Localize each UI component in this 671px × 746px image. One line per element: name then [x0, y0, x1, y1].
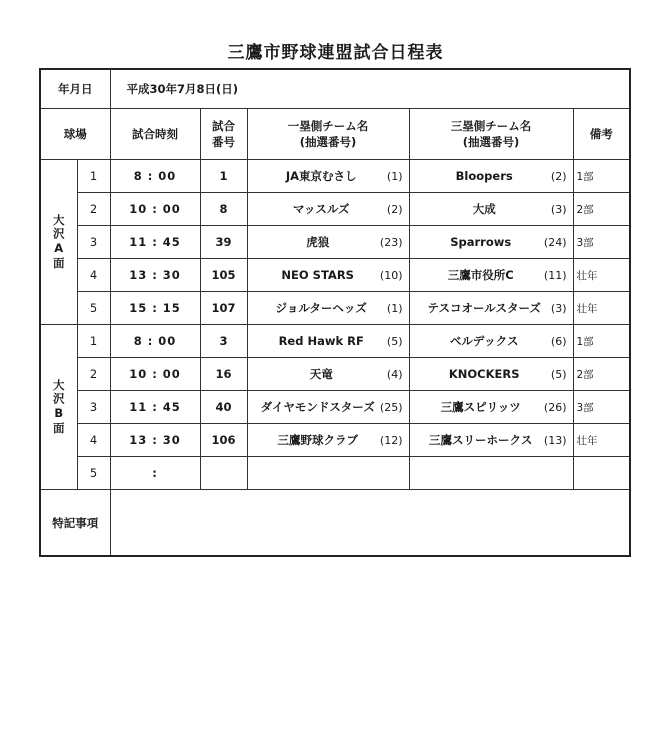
game-time: 13 : 30 — [110, 259, 200, 292]
game-row — [40, 358, 630, 391]
first-base-draw-number: (12) — [379, 433, 403, 447]
third-base-team-cell — [409, 193, 573, 226]
first-base-draw-number: (4) — [386, 367, 403, 381]
first-base-header-line2: (抽選番号) — [299, 135, 357, 149]
first-base-team-cell — [247, 325, 409, 358]
third-base-team: 大成 — [472, 202, 496, 216]
third-base-draw-number: (26) — [543, 400, 567, 414]
third-base-team: Sparrows — [450, 235, 512, 249]
game-row — [40, 325, 630, 358]
notes-header: 備考 — [573, 109, 630, 160]
special-notes-value — [110, 490, 630, 557]
time-header: 試合時刻 — [110, 109, 200, 160]
third-base-header-line2: (抽選番号) — [462, 135, 520, 149]
first-base-draw-number: (1) — [386, 169, 403, 183]
third-base-team-cell — [409, 226, 573, 259]
third-base-draw-number: (11) — [543, 268, 567, 282]
third-base-team: KNOCKERS — [448, 367, 520, 381]
third-base-team-cell — [409, 325, 573, 358]
game-note: 1部 — [573, 325, 630, 358]
game-time: 10 : 00 — [110, 358, 200, 391]
game-time: 10 : 00 — [110, 193, 200, 226]
game-seq: 4 — [77, 424, 110, 457]
first-base-team-cell — [247, 292, 409, 325]
special-notes-label: 特記事項 — [40, 490, 110, 557]
first-base-team-cell — [247, 391, 409, 424]
game-number: 16 — [200, 358, 247, 391]
third-base-draw-number: (6) — [550, 334, 567, 348]
game-seq: 3 — [77, 226, 110, 259]
first-base-team-cell — [247, 424, 409, 457]
special-notes-row — [40, 490, 630, 557]
header-row — [40, 109, 630, 160]
game-note: 壮年 — [573, 259, 630, 292]
third-base-team-cell — [409, 457, 573, 490]
first-base-draw-number: (10) — [379, 268, 403, 282]
venue-name: 大沢B面 — [51, 378, 66, 436]
first-base-team: ダイヤモンドスターズ — [260, 400, 375, 414]
game-time: 11 : 45 — [110, 391, 200, 424]
first-base-draw-number: (23) — [379, 235, 403, 249]
third-base-draw-number: (24) — [543, 235, 567, 249]
game-seq: 1 — [77, 325, 110, 358]
first-base-team: 虎狼 — [306, 235, 330, 249]
game-no-header-line1: 試合 — [212, 119, 235, 133]
game-number: 105 — [200, 259, 247, 292]
first-base-team: NEO STARS — [281, 268, 354, 282]
game-seq: 3 — [77, 391, 110, 424]
first-base-team-cell — [247, 358, 409, 391]
first-base-team-cell — [247, 457, 409, 490]
game-seq: 1 — [77, 160, 110, 193]
third-base-team: テスコオールスターズ — [427, 301, 541, 315]
third-base-draw-number: (3) — [550, 301, 567, 315]
game-seq: 4 — [77, 259, 110, 292]
game-number: 3 — [200, 325, 247, 358]
third-base-team-cell — [409, 160, 573, 193]
first-base-team-cell — [247, 259, 409, 292]
game-row — [40, 160, 630, 193]
game-note — [573, 457, 630, 490]
venue-name: 大沢A面 — [51, 213, 66, 271]
third-base-team-cell — [409, 292, 573, 325]
game-note: 3部 — [573, 226, 630, 259]
venue-name-cell — [40, 160, 77, 325]
game-row — [40, 424, 630, 457]
game-seq: 2 — [77, 193, 110, 226]
game-number: 1 — [200, 160, 247, 193]
third-base-draw-number: (13) — [543, 433, 567, 447]
game-seq: 5 — [77, 457, 110, 490]
game-time: 8 : 00 — [110, 325, 200, 358]
schedule-table — [39, 68, 631, 557]
first-base-draw-number: (2) — [386, 202, 403, 216]
first-base-team-cell — [247, 160, 409, 193]
game-note: 壮年 — [573, 424, 630, 457]
third-base-team-cell — [409, 424, 573, 457]
third-base-draw-number: (2) — [550, 169, 567, 183]
game-no-header — [200, 109, 247, 160]
venue-name-cell — [40, 325, 77, 490]
game-number: 107 — [200, 292, 247, 325]
first-base-draw-number: (5) — [386, 334, 403, 348]
game-time: 13 : 30 — [110, 424, 200, 457]
first-base-team-cell — [247, 193, 409, 226]
date-value: 平成30年7月8日(日) — [110, 69, 630, 109]
game-no-header-line2: 番号 — [212, 135, 235, 149]
third-base-team: 三鷹市役所C — [447, 268, 514, 282]
game-note: 2部 — [573, 193, 630, 226]
first-base-draw-number: (25) — [379, 400, 403, 414]
game-number — [200, 457, 247, 490]
game-number: 8 — [200, 193, 247, 226]
game-row — [40, 259, 630, 292]
game-time: 8 : 00 — [110, 160, 200, 193]
first-base-team: JA東京むさし — [285, 169, 357, 183]
first-base-draw-number: (1) — [386, 301, 403, 315]
first-base-header-line1: 一塁側チーム名 — [287, 119, 369, 133]
third-base-header-line1: 三塁側チーム名 — [450, 119, 532, 133]
game-number: 39 — [200, 226, 247, 259]
game-time: : — [110, 457, 200, 490]
third-base-team-cell — [409, 391, 573, 424]
third-base-team: 三鷹スピリッツ — [440, 400, 521, 414]
game-row — [40, 193, 630, 226]
game-number: 40 — [200, 391, 247, 424]
first-base-team: 三鷹野球クラブ — [277, 433, 358, 447]
game-row — [40, 391, 630, 424]
game-seq: 5 — [77, 292, 110, 325]
third-base-team: ベルデックス — [449, 334, 519, 348]
first-base-team-cell — [247, 226, 409, 259]
game-row — [40, 292, 630, 325]
third-base-team: Bloopers — [455, 169, 513, 183]
venue-header: 球場 — [40, 109, 110, 160]
third-base-team: 三鷹スリーホークス — [429, 433, 533, 447]
first-base-team: Red Hawk RF — [278, 334, 364, 348]
date-row — [40, 69, 630, 109]
game-time: 11 : 45 — [110, 226, 200, 259]
first-base-header — [247, 109, 409, 160]
third-base-team-cell — [409, 259, 573, 292]
game-note: 1部 — [573, 160, 630, 193]
game-seq: 2 — [77, 358, 110, 391]
third-base-header — [409, 109, 573, 160]
first-base-team: マッスルズ — [292, 202, 350, 216]
game-row — [40, 226, 630, 259]
third-base-draw-number: (5) — [550, 367, 567, 381]
third-base-draw-number: (3) — [550, 202, 567, 216]
date-label: 年月日 — [40, 69, 110, 109]
page-title: 三鷹市野球連盟試合日程表 — [227, 43, 444, 63]
game-note: 2部 — [573, 358, 630, 391]
game-row — [40, 457, 630, 490]
game-note: 3部 — [573, 391, 630, 424]
game-number: 106 — [200, 424, 247, 457]
game-time: 15 : 15 — [110, 292, 200, 325]
first-base-team: ジョルターヘッズ — [275, 301, 367, 315]
game-note: 壮年 — [573, 292, 630, 325]
third-base-team-cell — [409, 358, 573, 391]
first-base-team: 天竜 — [309, 367, 333, 381]
